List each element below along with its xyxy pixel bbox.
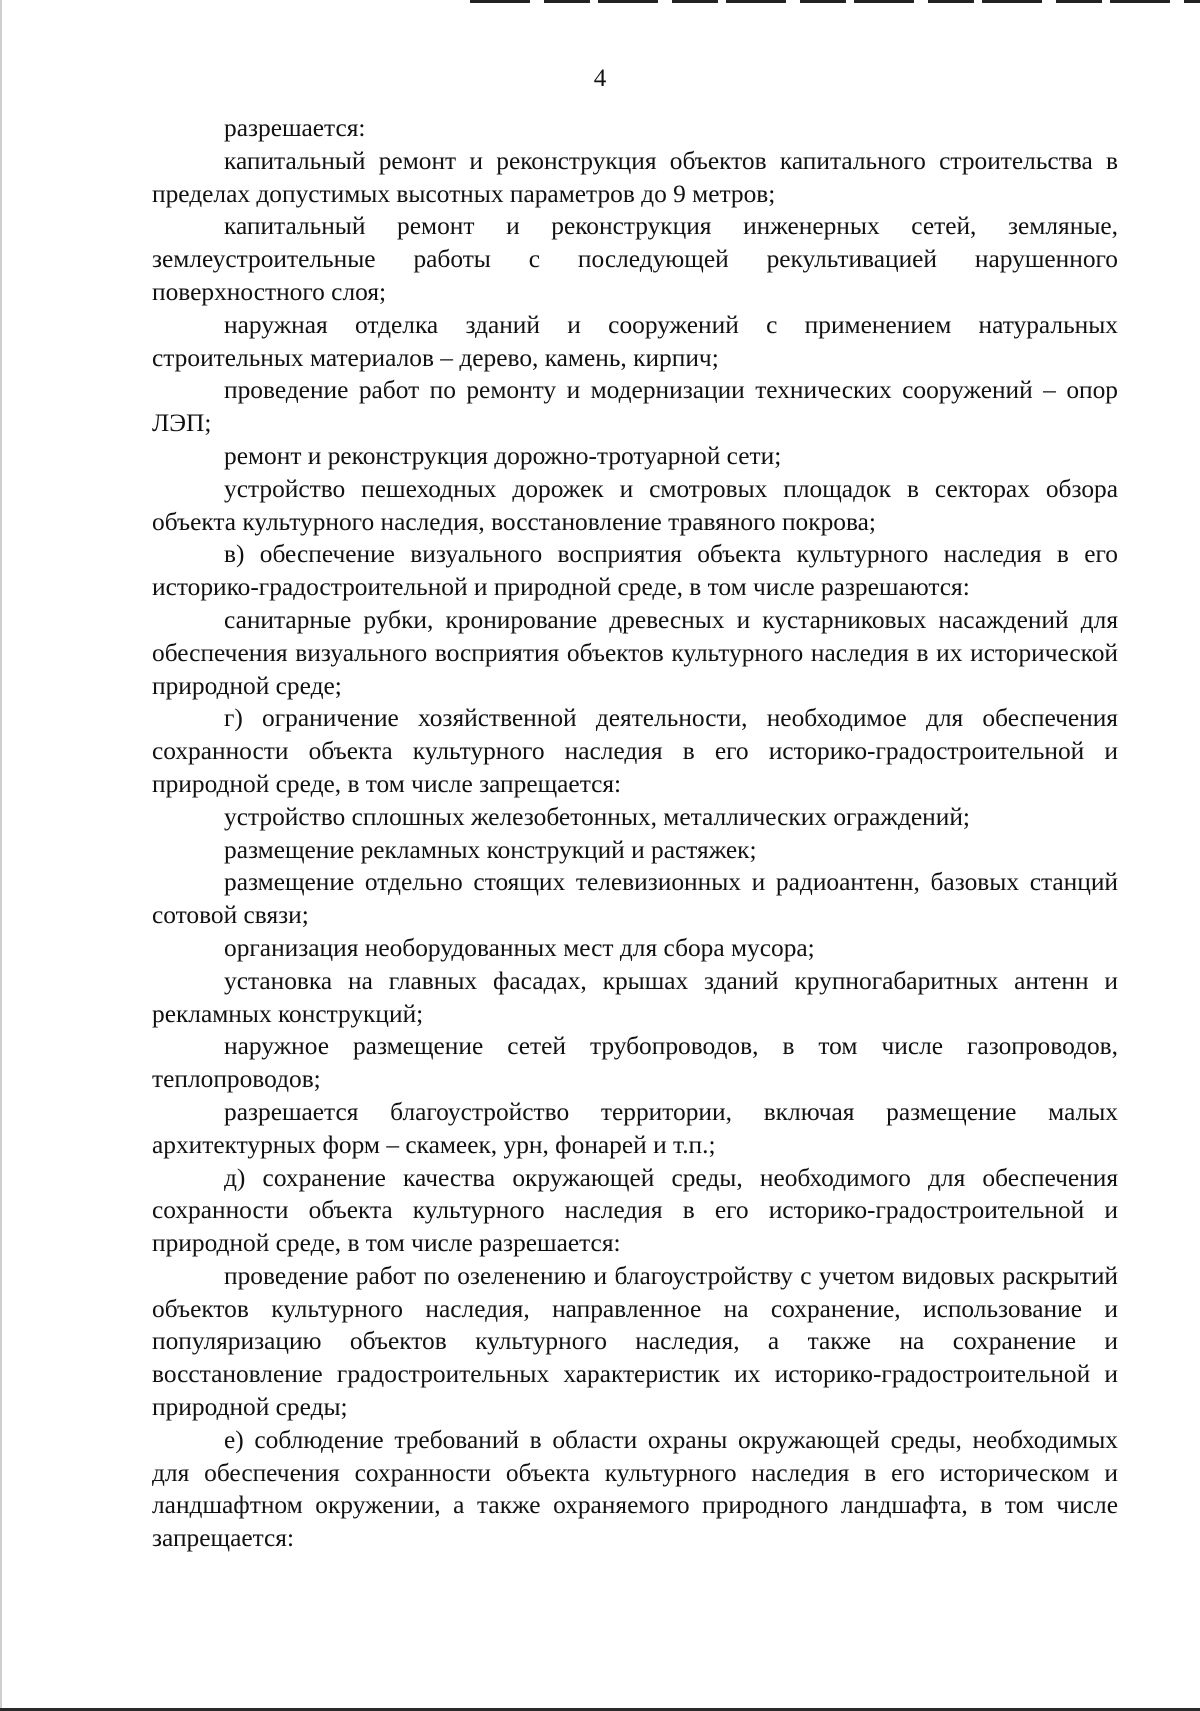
paragraph: в) обеспечение визуального восприятия объекта культурного наследия в его историко-градостроительной и природной среде, в том числе разрешаются: bbox=[152, 540, 1118, 602]
paragraph: устройство сплошных железобетонных, металлических ограждений; bbox=[224, 802, 970, 831]
paragraph: проведение работ по озеленению и благоустройству с учетом видовых раскрытий объектов культурного наследия, направленное на сохранение, использование и популяризацию объектов культурного наследия, а также на сохранение и восстановление градостроительных характеристик их историко-градостроительной и природной среды; bbox=[152, 1261, 1118, 1422]
document-body bbox=[152, 112, 1118, 1555]
paragraph: установка на главных фасадах, крышах зданий крупногабаритных антенн и рекламных конструкций; bbox=[152, 966, 1118, 1028]
paragraph: е) соблюдение требований в области охраны окружающей среды, необходимых для обеспечения сохранности объекта культурного наследия в его историческом и ландшафтном окружении, а также охраняемого природного ландшафта, в том числе запрещается: bbox=[152, 1425, 1118, 1553]
paragraph: ремонт и реконструкция дорожно-тротуарной сети; bbox=[224, 441, 782, 470]
paragraph: разрешается: bbox=[224, 114, 366, 142]
paragraph: санитарные рубки, кронирование древесных и кустарниковых насаждений для обеспечения визуального восприятия объектов культурного наследия в их исторической природной среде; bbox=[152, 605, 1118, 700]
scan-top-edge bbox=[470, 0, 1200, 3]
paragraph: капитальный ремонт и реконструкция инженерных сетей, земляные, землеустроительные работы с последующей рекультивацией нарушенного поверхностного слоя; bbox=[152, 212, 1118, 306]
paragraph: наружная отделка зданий и сооружений с применением натуральных строительных материалов – дерево, камень, кирпич; bbox=[152, 310, 1118, 372]
paragraph: капитальный ремонт и реконструкция объектов капитального строительства в пределах допустимых высотных параметров до 9 метров; bbox=[152, 146, 1118, 208]
page-number: 4 bbox=[593, 65, 607, 92]
scan-left-edge bbox=[0, 0, 2, 1711]
paragraph: наружное размещение сетей трубопроводов, в том числе газопроводов, теплопроводов; bbox=[152, 1032, 1118, 1094]
paragraph: проведение работ по ремонту и модернизации технических сооружений – опор ЛЭП; bbox=[152, 376, 1118, 438]
paragraph: организация необорудованных мест для сбора мусора; bbox=[224, 933, 815, 962]
paragraph: устройство пешеходных дорожек и смотровых площадок в секторах обзора объекта культурного наследия, восстановление травяного покрова; bbox=[152, 474, 1118, 536]
paragraph: размещение рекламных конструкций и растяжек; bbox=[224, 835, 757, 864]
paragraph: г) ограничение хозяйственной деятельности, необходимое для обеспечения сохранности объекта культурного наследия в его историко-градостроительной и природной среде, в том числе запрещается: bbox=[152, 704, 1118, 798]
paragraph: разрешается благоустройство территории, включая размещение малых архитектурных форм – скамеек, урн, фонарей и т.п.; bbox=[152, 1097, 1118, 1159]
paragraph: размещение отдельно стоящих телевизионных и радиоантенн, базовых станций сотовой связи; bbox=[152, 868, 1118, 930]
paragraph: д) сохранение качества окружающей среды, необходимого для обеспечения сохранности объекта культурного наследия в его историко-градостроительной и природной среде, в том числе разрешается: bbox=[152, 1163, 1118, 1258]
